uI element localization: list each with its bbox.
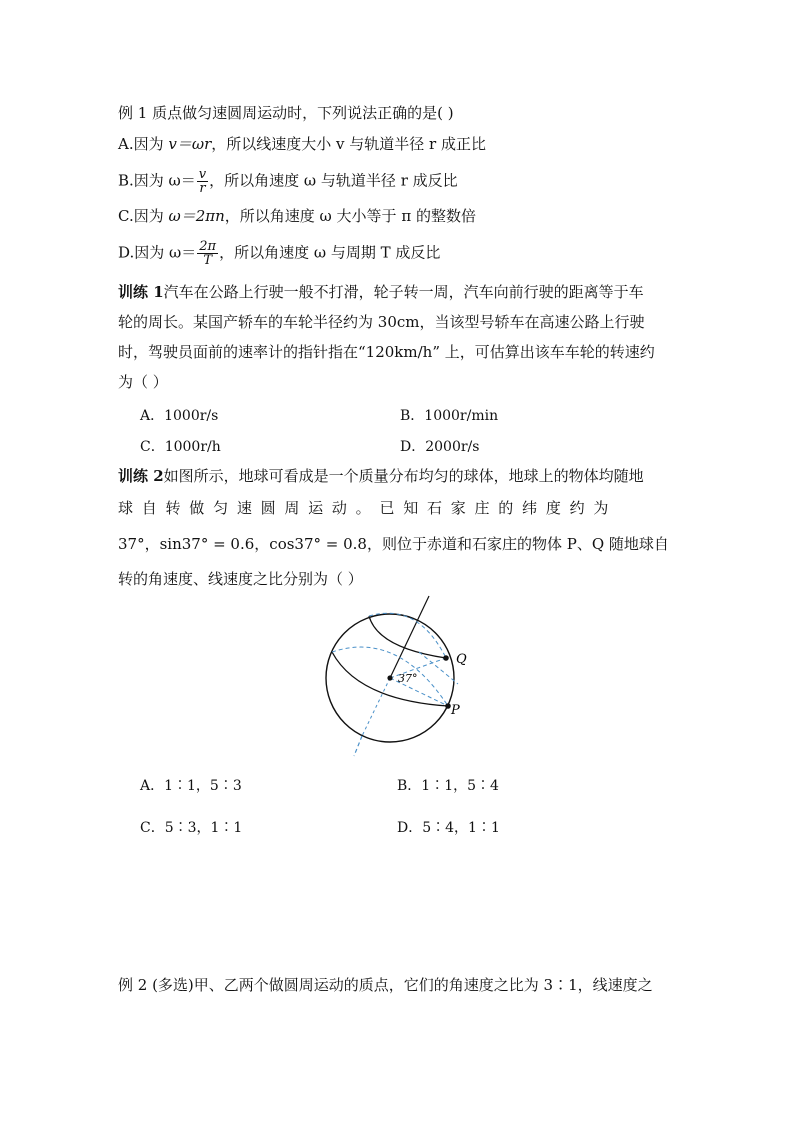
example2-stem: 例 2 (多选)甲、乙两个做圆周运动的质点，它们的角速度之比为 3∶1，线速度之 xyxy=(118,976,653,994)
option-d-post: ，所以角速度 ω 与周期 T 成反比 xyxy=(219,243,441,262)
option-b-post: ，所以角速度 ω 与轨道半径 r 成反比 xyxy=(209,171,458,190)
rotation-axis-hidden xyxy=(362,678,390,736)
label-p: P xyxy=(451,703,460,718)
training2-option-d: D．5∶4，1∶1 xyxy=(397,820,500,836)
angle-label: 37° xyxy=(398,672,418,685)
training2-line1 xyxy=(118,466,644,486)
example1-option-d xyxy=(118,240,440,267)
training1-line4: 为（ ） xyxy=(118,373,168,391)
point-q xyxy=(443,655,449,661)
fraction-numerator: 2π xyxy=(199,239,217,254)
training2-text-1: 如图所示，地球可看成是一个质量分布均匀的球体，地球上的物体均随地 xyxy=(163,467,644,485)
training1-label: 训练 1 xyxy=(118,283,164,301)
fraction-denominator: T xyxy=(203,253,213,268)
label-q: Q xyxy=(456,652,467,667)
training2-line3: 37°，sin37° = 0.6，cos37° = 0.8，则位于赤道和石家庄的物体 P、Q 随地球自 xyxy=(118,535,669,553)
training2-line2: 球 自 转 做 匀 速 圆 周 运 动 。 已 知 石 家 庄 的 纬 度 约 为 xyxy=(118,499,611,517)
training1-option-a: A．1000r/s xyxy=(140,408,219,424)
training1-option-c: C．1000r/h xyxy=(140,439,221,455)
option-a-pre: A.因为 xyxy=(118,135,169,153)
earth-center-point xyxy=(387,675,392,680)
training1-option-b: B．1000r/min xyxy=(400,408,499,424)
rotation-axis-bottom xyxy=(354,736,362,756)
example1-stem: 例 1 质点做匀速圆周运动时，下列说法正确的是( ) xyxy=(118,104,454,122)
option-c-formula: ω＝2πn xyxy=(168,207,225,225)
option-b-pre: B.因为 ω＝ xyxy=(118,171,196,190)
option-c-pre: C.因为 xyxy=(118,207,169,225)
example1-option-c xyxy=(118,206,476,226)
option-a-formula: v＝ωr xyxy=(168,135,212,153)
example1-option-a xyxy=(118,134,486,154)
latitude-circle-front xyxy=(369,616,446,658)
training1-line3: 时，驾驶员面前的速率计的指针指在“120km/h” 上，可估算出该车车轮的转速约 xyxy=(118,343,655,361)
training1-text-1: 汽车在公路上行驶一般不打滑，轮子转一周，汽车向前行驶的距离等于车 xyxy=(163,283,644,301)
fraction-denominator: r xyxy=(199,181,206,196)
option-a-post: ，所以线速度大小 v 与轨道半径 r 成正比 xyxy=(211,135,486,153)
latitude-circle-back xyxy=(369,613,446,658)
option-d-pre: D.因为 ω＝ xyxy=(118,243,197,262)
option-c-post: ，所以角速度 ω 大小等于 π 的整数倍 xyxy=(224,207,476,225)
example1-option-b xyxy=(118,168,458,195)
training2-line4: 转的角速度、线速度之比分别为（ ） xyxy=(118,570,363,588)
fraction-numerator: v xyxy=(198,167,207,182)
training2-label: 训练 2 xyxy=(118,467,164,485)
option-b-fraction xyxy=(197,168,208,195)
point-p xyxy=(445,703,451,709)
training2-option-c: C．5∶3，1∶1 xyxy=(140,820,243,836)
training2-option-b: B．1∶1，5∶4 xyxy=(397,778,499,794)
training1-option-d: D．2000r/s xyxy=(400,439,480,455)
training1-line2: 轮的周长。某国产轿车的车轮半径约为 30cm，当该型号轿车在高速公路上行驶 xyxy=(118,313,645,331)
option-d-fraction xyxy=(197,240,218,267)
training2-option-a: A．1∶1，5∶3 xyxy=(140,778,242,794)
training1-line1 xyxy=(118,282,644,302)
earth-rotation-figure xyxy=(318,590,478,762)
